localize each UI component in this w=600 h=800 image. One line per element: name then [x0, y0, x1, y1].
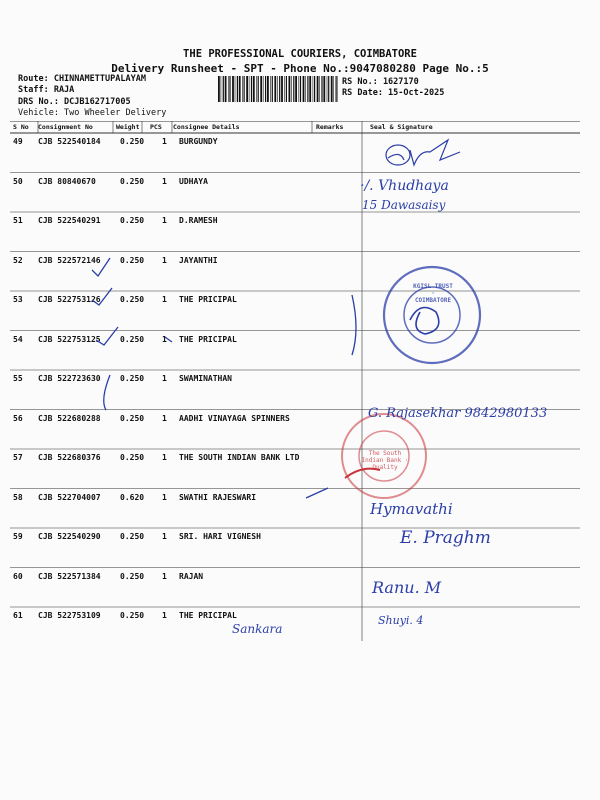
- row-weight: 0.620: [120, 492, 145, 502]
- row-consignment-no: CJB 522704007: [38, 492, 101, 502]
- bank-stamp-text: The South Indian Bank · Quality: [361, 450, 409, 471]
- row-consignment-no: CJB 522572146: [38, 255, 101, 265]
- row-consignment-no: CJB 522753126: [38, 295, 101, 304]
- signature-56: G. Rajasekhar 9842980133: [368, 406, 548, 421]
- row-consignee: SWATHI RAJESWARI: [179, 492, 257, 502]
- row-consignee: THE PRICIPAL: [179, 295, 237, 304]
- row-sno: 54: [13, 334, 23, 344]
- row-weight: 0.250: [120, 532, 145, 541]
- row-weight: 0.250: [120, 413, 145, 423]
- row-sno: 57: [13, 453, 23, 462]
- column-consignee: Consignee Details: [173, 123, 240, 131]
- row-weight: 0.250: [120, 176, 145, 186]
- row-consignment-no: CJB 522753109: [38, 611, 101, 620]
- row-weight: 0.250: [120, 571, 145, 581]
- signature-59: E. Praghm: [400, 528, 491, 548]
- row-consignee: UDHAYA: [179, 176, 208, 186]
- signature-61-consignee: Sankara: [232, 622, 283, 636]
- drs-label: DRS No.: DCJB162717005: [18, 97, 131, 107]
- route-label: Route: CHINNAMETTUPALAYAM: [18, 74, 146, 84]
- row-sno: 56: [13, 413, 23, 423]
- row-sno: 60: [13, 571, 23, 581]
- signature-58: Hymavathi: [370, 500, 453, 518]
- row-pcs: 1: [162, 334, 167, 344]
- row-consignee: SWAMINATHAN: [179, 374, 232, 383]
- rs-number: RS No.: 1627170: [342, 77, 419, 87]
- row-sno: 53: [13, 295, 23, 304]
- row-pcs: 1: [162, 611, 167, 620]
- row-sno: 49: [13, 137, 23, 146]
- row-weight: 0.250: [120, 295, 145, 304]
- row-consignment-no: CJB 522753125: [38, 334, 101, 344]
- row-sno: 50: [13, 176, 23, 186]
- row-consignee: THE SOUTH INDIAN BANK LTD: [179, 453, 300, 462]
- row-pcs: 1: [162, 295, 167, 304]
- signature-61: Shuyi. 4: [378, 614, 424, 627]
- row-consignee: THE PRICIPAL: [179, 334, 237, 344]
- row-consignee: THE PRICIPAL: [179, 611, 237, 620]
- row-consignee: RAJAN: [179, 571, 204, 581]
- row-pcs: 1: [162, 176, 167, 186]
- row-pcs: 1: [162, 137, 167, 146]
- column-seal-signature: Seal & Signature: [370, 123, 433, 131]
- row-sno: 55: [13, 374, 23, 383]
- row-consignment-no: CJB 522540290: [38, 532, 101, 541]
- row-consignment-no: CJB 522680376: [38, 453, 101, 462]
- row-sno: 51: [13, 216, 23, 225]
- vehicle-label: Vehicle: Two Wheeler Delivery: [18, 108, 167, 118]
- row-pcs: 1: [162, 492, 167, 502]
- row-sno: 58: [13, 492, 23, 502]
- row-pcs: 1: [162, 571, 167, 581]
- row-sno: 59: [13, 532, 23, 541]
- row-pcs: 1: [162, 374, 167, 383]
- staff-label: Staff: RAJA: [18, 85, 75, 95]
- trust-stamp-text: KGISL TRUST · COIMBATORE: [413, 283, 453, 304]
- row-weight: 0.250: [120, 137, 145, 146]
- signature-60: Ranu. M: [372, 578, 442, 597]
- row-pcs: 1: [162, 216, 167, 225]
- signature-51: 15 Dawasaisy: [362, 198, 446, 212]
- row-pcs: 1: [162, 413, 167, 423]
- row-weight: 0.250: [120, 453, 145, 462]
- row-pcs: 1: [162, 453, 167, 462]
- row-weight: 0.250: [120, 611, 145, 620]
- row-weight: 0.250: [120, 216, 145, 225]
- signature-50: ·/. Vhudhaya: [360, 178, 449, 194]
- row-consignment-no: CJB 522540291: [38, 216, 101, 225]
- row-consignee: BURGUNDY: [179, 137, 218, 146]
- row-consignee: D.RAMESH: [179, 216, 218, 225]
- row-consignment-no: CJB 522680288: [38, 413, 101, 423]
- row-consignee: JAYANTHI: [179, 255, 218, 265]
- document-subtitle: Delivery Runsheet - SPT - Phone No.:9047080280 Page No.:5: [111, 62, 489, 75]
- column-pcs: PCS: [150, 123, 162, 131]
- row-pcs: 1: [162, 255, 167, 265]
- row-sno: 61: [13, 611, 23, 620]
- row-consignment-no: CJB 80840670: [38, 176, 96, 186]
- row-weight: 0.250: [120, 374, 145, 383]
- row-consignment-no: CJB 522723630: [38, 374, 101, 383]
- row-consignment-no: CJB 522540184: [38, 137, 101, 146]
- column-remarks: Remarks: [316, 123, 344, 131]
- barcode-icon: [218, 76, 338, 102]
- column-weight: Weight: [116, 123, 140, 131]
- row-consignee: SRI. HARI VIGNESH: [179, 532, 261, 541]
- row-pcs: 1: [162, 532, 167, 541]
- column-consignment: Consignment No: [38, 123, 93, 131]
- row-weight: 0.250: [120, 334, 145, 344]
- document-title: THE PROFESSIONAL COURIERS, COIMBATORE: [183, 48, 417, 60]
- row-consignee: AADHI VINAYAGA SPINNERS: [179, 413, 290, 423]
- row-sno: 52: [13, 255, 23, 265]
- row-consignment-no: CJB 522571384: [38, 571, 101, 581]
- rs-date: RS Date: 15-Oct-2025: [342, 88, 445, 98]
- row-weight: 0.250: [120, 255, 145, 265]
- column-sno: S No: [13, 123, 29, 131]
